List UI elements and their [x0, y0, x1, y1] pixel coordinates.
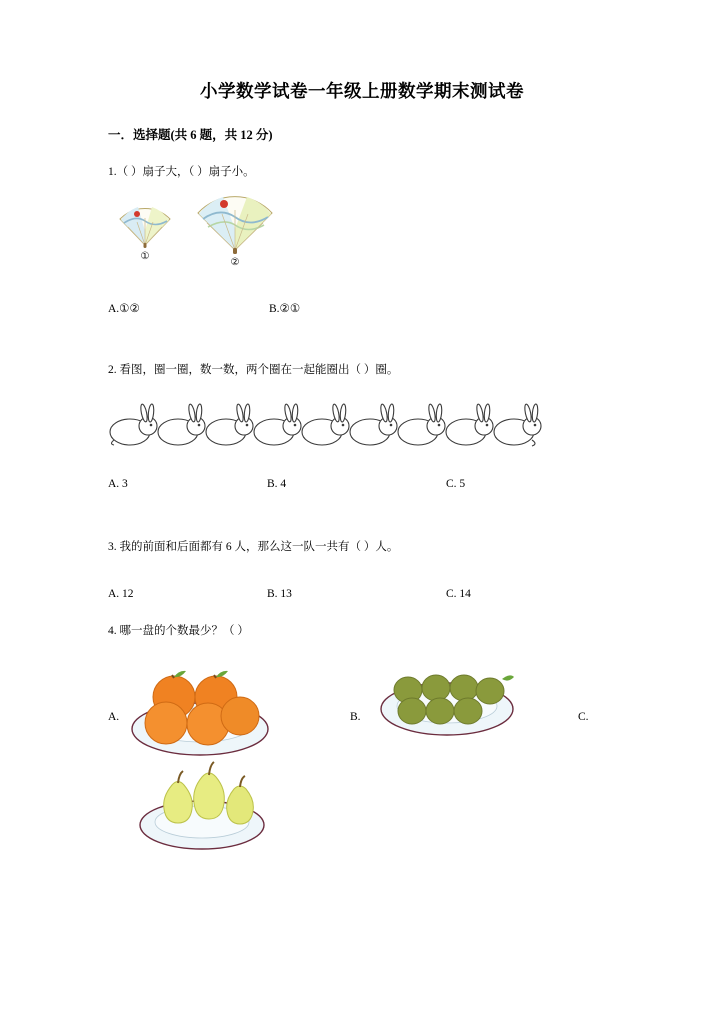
- section-heading: 一．选择题(共 6 题，共 12 分): [108, 128, 273, 142]
- question-4-choice-b[interactable]: B.: [350, 710, 361, 723]
- question-2-choice-c[interactable]: C. 5: [446, 477, 466, 490]
- question-3-choice-b[interactable]: B. 13: [267, 588, 292, 601]
- question-1-choice-b[interactable]: B.②①: [269, 303, 301, 316]
- question-1-choice-a[interactable]: A.①②: [108, 303, 140, 316]
- rabbits-row-icon: [108, 396, 578, 452]
- question-3: [108, 538, 616, 604]
- plate-pears: [130, 759, 274, 860]
- plate-kiwis: [372, 661, 522, 752]
- question-4-text: 4. 哪一盘的个数最少？（ ）: [108, 625, 249, 638]
- question-4-figure: [108, 649, 616, 877]
- question-4: [108, 622, 616, 876]
- question-3-choice-c[interactable]: C. 14: [446, 588, 471, 601]
- question-2-figure: [108, 396, 616, 456]
- question-4-choice-c[interactable]: C.: [578, 710, 589, 723]
- fan-large-icon: [192, 191, 278, 255]
- question-3-text: 3. 我的前面和后面都有 6 人，那么这一队一共有（ ）人。: [108, 540, 399, 553]
- question-3-choice-a[interactable]: A. 12: [108, 588, 134, 601]
- question-2-text: 2. 看图，圈一圈，数一数，两个圈在一起能圈出（ ）圈。: [108, 364, 399, 377]
- page-title: 小学数学试卷一年级上册数学期末测试卷: [200, 81, 524, 101]
- question-1-figure: [114, 199, 616, 277]
- question-2-choice-b[interactable]: B. 4: [267, 477, 287, 490]
- question-2-choice-a[interactable]: A. 3: [108, 477, 128, 490]
- question-1: [108, 163, 616, 317]
- plate-oranges-icon: [122, 661, 278, 763]
- question-2-choices: [108, 478, 616, 494]
- question-1-text: 1.（ ）扇子大，（ ）扇子小。: [108, 166, 255, 178]
- question-1-choices: [108, 301, 616, 317]
- fan-large: [192, 191, 278, 268]
- fan-small-label: ①: [140, 251, 150, 263]
- plate-kiwis-icon: [372, 661, 522, 747]
- plate-oranges: [122, 661, 278, 768]
- question-4-choice-a[interactable]: A.: [108, 710, 120, 723]
- document-body: [108, 78, 616, 877]
- fan-small-icon: [114, 201, 176, 249]
- fan-small: [114, 201, 176, 262]
- question-3-choices: [108, 588, 616, 604]
- question-2: [108, 361, 616, 493]
- fan-large-label: ②: [230, 257, 240, 269]
- plate-pears-icon: [130, 759, 274, 855]
